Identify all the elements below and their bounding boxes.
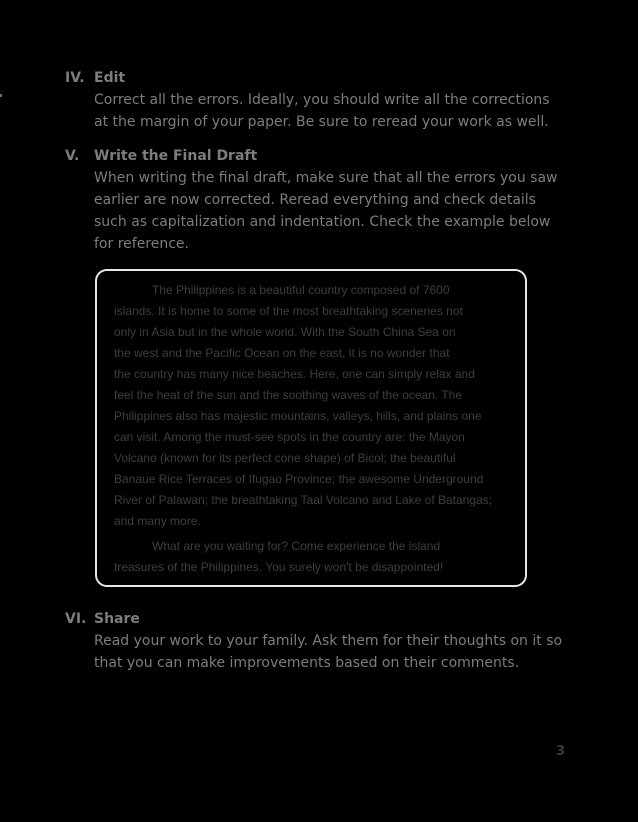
step-title: Write the Final Draft (94, 148, 258, 164)
page-number: 3 (556, 744, 566, 759)
step-text: Read your work to your family. Ask them for their thoughts on it so that you can make improvements based on their comments. (94, 633, 563, 671)
margin-mark (0, 94, 2, 97)
step-number: VI. (65, 611, 87, 627)
example-paragraph-1: The Philippines is a beautiful country composed of 7600 islands. It is home to some of the most breathtaking sceneries not only in Asia but in the whole world. With the South China Sea on the west and the Pacific Ocean on the east, it is no wonder that the country has many nice beaches. Here, one can simply relax and feel the heat of the sun and the soothing waves of the ocean. The Philippines also has majestic mountains, valleys, hills, and plains one can visit. Among the must-see spots in the country are: the Mayon Volcano (known for its perfect cone shape) of Bicol; the beautiful Banaue Rice Terraces of Ifugao Province; the awesome Underground River of Palawan; the breathtaking Taal Volcano and Lake of Batangas; and many more. (114, 283, 493, 528)
example-paragraph-box (95, 269, 527, 587)
step-number: IV. (65, 70, 85, 86)
step-text: When writing the final draft, make sure that all the errors you saw earlier are now corrected. Reread everything and check details such as capitalization and indentation. Check the example below for reference. (94, 170, 558, 252)
step-title: Share (94, 611, 140, 627)
step-number: V. (65, 148, 80, 164)
example-paragraph-2: What are you waiting for? Come experience the island treasures of the Philippines. You surely won't be disappointed! (114, 539, 444, 574)
step-title: Edit (94, 70, 126, 86)
step-text: Correct all the errors. Ideally, you should write all the corrections at the margin of your paper. Be sure to reread your work as well. (94, 92, 550, 130)
